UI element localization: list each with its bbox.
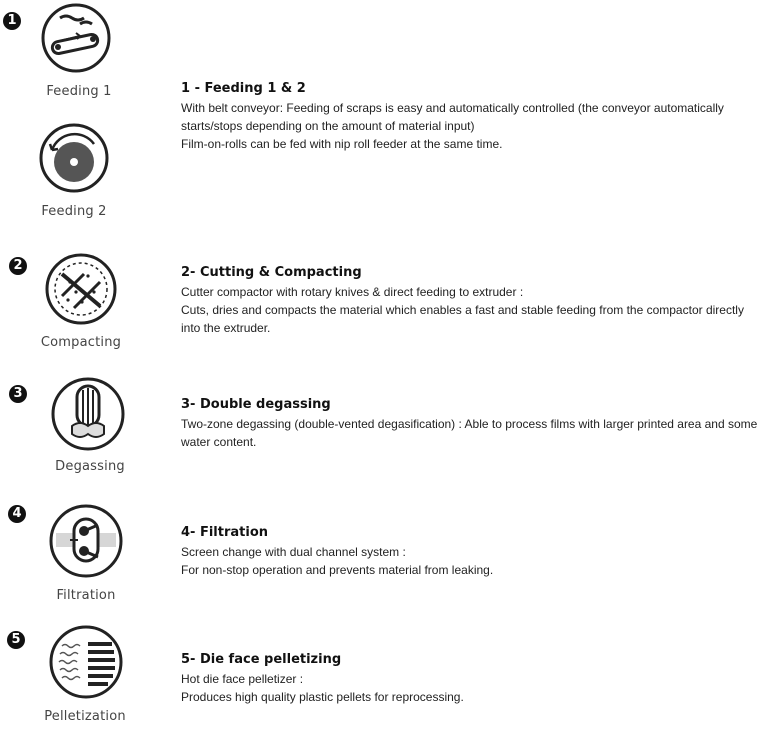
- section-title: 2- Cutting & Compacting: [181, 265, 362, 280]
- step-number-badge: 2: [9, 257, 27, 275]
- section-line: Produces high quality plastic pellets for reprocessing.: [181, 690, 464, 704]
- section-title: 1 - Feeding 1 & 2: [181, 81, 306, 96]
- icon-caption: Feeding 2: [41, 204, 107, 219]
- section-line: With belt conveyor: Feeding of scraps is easy and automatically controlled (the conveyor automatically starts/stops depending on the amount of material input): [181, 101, 724, 133]
- feeding-1-icon: [40, 2, 112, 74]
- step-number-badge: 1: [3, 12, 21, 30]
- step-number-badge: 3: [9, 385, 27, 403]
- section-line: Screen change with dual channel system :: [181, 545, 406, 559]
- section-title: 4- Filtration: [181, 525, 269, 540]
- section-feeding: [181, 81, 766, 153]
- section-title: 5- Die face pelletizing: [181, 652, 342, 667]
- pelletization-icon: [48, 624, 124, 700]
- section-pelletizing: [181, 652, 766, 706]
- section-line: For non-stop operation and prevents material from leaking.: [181, 563, 494, 577]
- icon-caption: Compacting: [40, 335, 122, 350]
- section-line: Cutter compactor with rotary knives & direct feeding to extruder :: [181, 285, 524, 299]
- section-filtration: [181, 525, 766, 579]
- icon-caption: Filtration: [56, 588, 116, 603]
- section-compacting: [181, 265, 766, 337]
- icon-caption: Feeding 1: [46, 84, 112, 99]
- step-number-badge: 4: [8, 505, 26, 523]
- icon-caption: Pelletization: [44, 709, 126, 724]
- degassing-icon: [50, 376, 126, 452]
- section-line: Cuts, dries and compacts the material which enables a fast and stable feeding from the compactor directly into the extruder.: [181, 303, 744, 335]
- section-line: Two-zone degassing (double-vented degasification) : Able to process films with larger printed area and some water content.: [181, 417, 758, 449]
- icon-caption: Degassing: [55, 459, 125, 474]
- compacting-icon: [44, 252, 118, 326]
- filtration-icon: [48, 503, 124, 579]
- section-line: Hot die face pelletizer :: [181, 672, 304, 686]
- step-number-badge: 5: [7, 631, 25, 649]
- section-title: 3- Double degassing: [181, 397, 331, 412]
- feeding-2-icon: [38, 122, 110, 194]
- section-degassing: [181, 397, 766, 451]
- section-line: Film-on-rolls can be fed with nip roll feeder at the same time.: [181, 137, 503, 151]
